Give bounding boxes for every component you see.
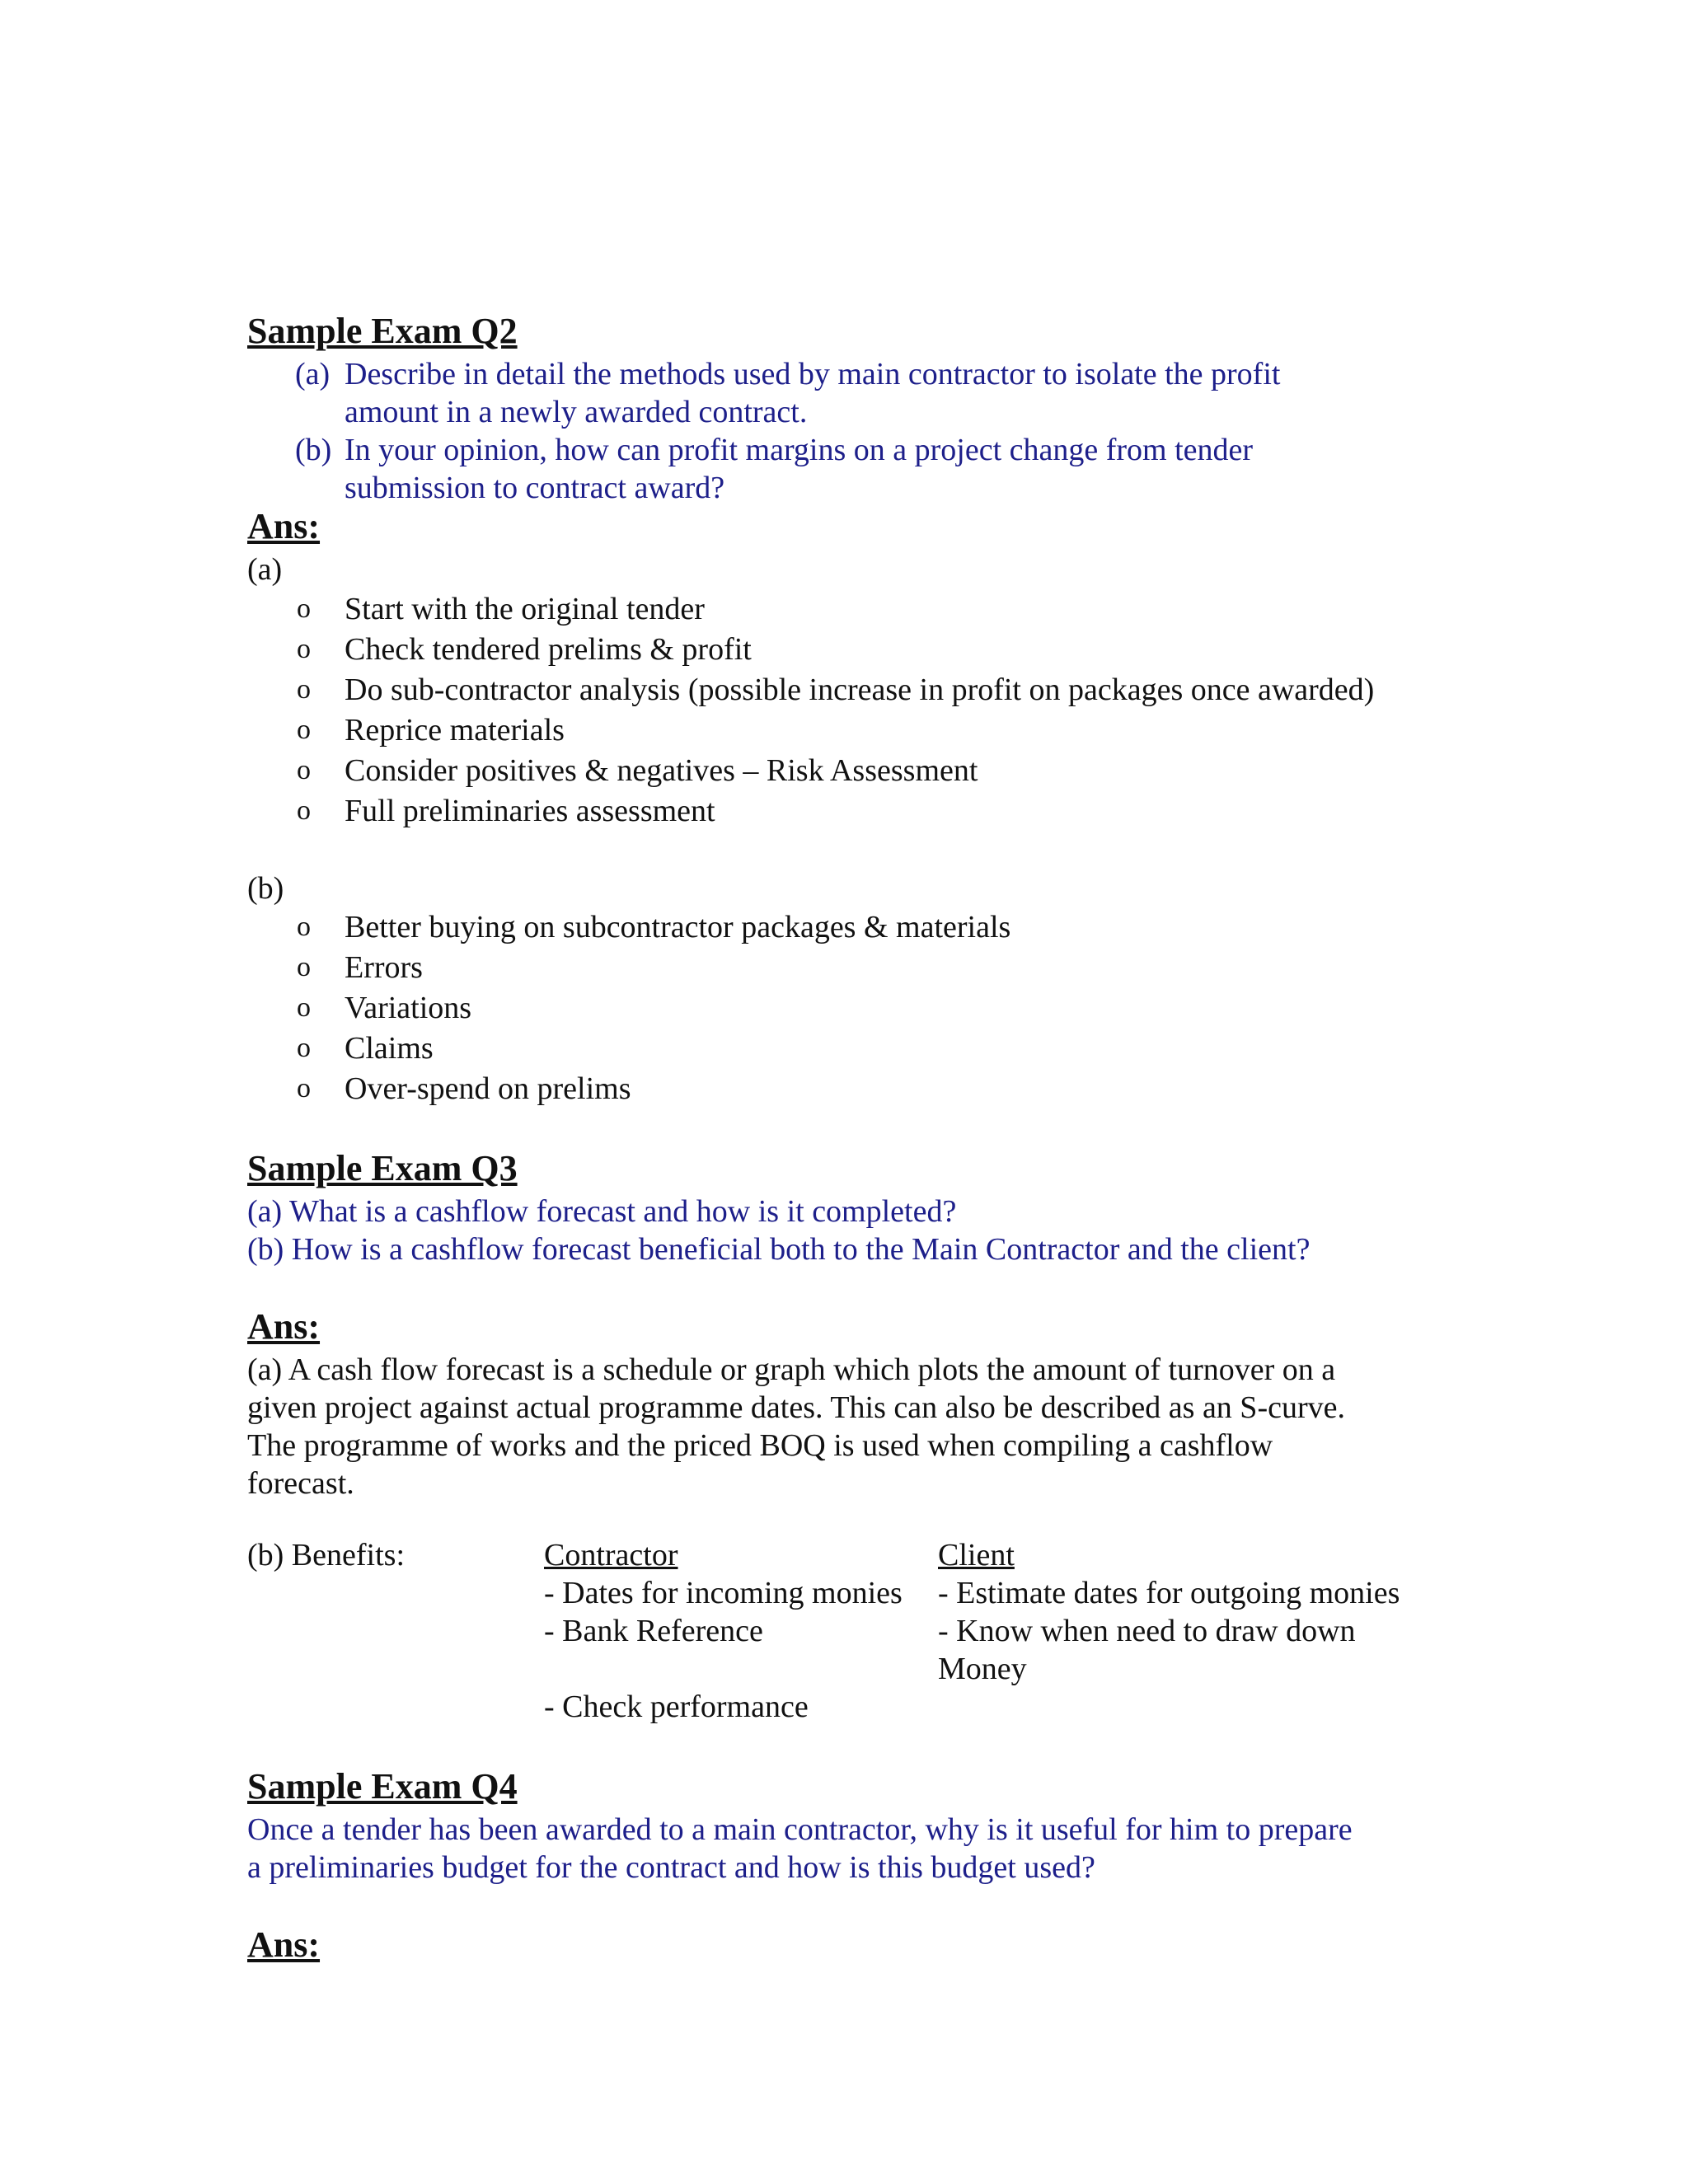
q3-ans-a-line3: The programme of works and the priced BOQ is used when compiling a cashflow — [247, 1428, 1273, 1463]
q4-heading: Sample Exam Q4 — [247, 1766, 518, 1807]
q3-benefits-label: (b) Benefits: — [247, 1538, 406, 1572]
bullet-marker: o — [297, 992, 311, 1023]
q3-ans-heading: Ans: — [247, 1306, 321, 1347]
contractor-column-header: Contractor — [544, 1538, 678, 1572]
client-item: - Know when need to draw down — [938, 1614, 1356, 1648]
bullet-marker: o — [297, 912, 311, 942]
q3-question-a: (a) What is a cashflow forecast and how is it completed? — [247, 1194, 957, 1229]
q3-ans-a-line2: given project against actual programme dates. This can also be described as an S-curve. — [247, 1390, 1345, 1425]
bullet-marker: o — [297, 755, 311, 785]
list-item-text: Start with the original tender — [345, 592, 705, 626]
q2-question-b-label: (b) — [295, 433, 332, 467]
list-item-text: Better buying on subcontractor packages & materials — [345, 910, 1011, 944]
client-item: Money — [938, 1652, 1027, 1686]
client-column-header: Client — [938, 1538, 1015, 1572]
q4-ans-heading: Ans: — [247, 1924, 321, 1965]
q2-question-b-line1: In your opinion, how can profit margins on a project change from tender — [345, 433, 1254, 467]
q4-question-line2: a preliminaries budget for the contract and how is this budget used? — [247, 1850, 1095, 1885]
q2-question-b-line2: submission to contract award? — [345, 471, 725, 505]
bullet-marker: o — [297, 593, 311, 624]
list-item-text: Consider positives & negatives – Risk Assessment — [345, 753, 978, 788]
contractor-item: - Dates for incoming monies — [544, 1576, 903, 1610]
list-item-text: Reprice materials — [345, 713, 565, 748]
list-item-text: Variations — [345, 991, 472, 1025]
q2-question-a-line1: Describe in detail the methods used by main contractor to isolate the profit — [345, 357, 1281, 391]
client-item: - Estimate dates for outgoing monies — [938, 1576, 1400, 1610]
bullet-marker: o — [297, 795, 311, 826]
bullet-marker: o — [297, 715, 311, 745]
q2-question-a-line2: amount in a newly awarded contract. — [345, 395, 808, 429]
bullet-marker: o — [297, 674, 311, 705]
contractor-item: - Check performance — [544, 1690, 809, 1724]
list-item-text: Full preliminaries assessment — [345, 794, 715, 828]
list-item-text: Check tendered prelims & profit — [345, 632, 752, 667]
list-item-text: Claims — [345, 1031, 434, 1066]
q3-question-b: (b) How is a cashflow forecast beneficial both to the Main Contractor and the client? — [247, 1232, 1311, 1267]
list-item-text: Do sub-contractor analysis (possible increase in profit on packages once awarded) — [345, 673, 1375, 707]
q2-ans-heading: Ans: — [247, 506, 321, 546]
q3-ans-a-line1: (a) A cash flow forecast is a schedule or graph which plots the amount of turnover on a — [247, 1352, 1336, 1387]
q3-ans-a-line4: forecast. — [247, 1466, 354, 1501]
bullet-marker: o — [297, 952, 311, 982]
list-item-text: Errors — [345, 950, 423, 985]
bullet-marker: o — [297, 634, 311, 664]
q2-question-a-label: (a) — [295, 357, 331, 391]
q3-heading: Sample Exam Q3 — [247, 1148, 518, 1188]
bullet-marker: o — [297, 1073, 311, 1104]
q4-question-line1: Once a tender has been awarded to a main contractor, why is it useful for him to prepare — [247, 1812, 1353, 1847]
list-item-text: Over-spend on prelims — [345, 1071, 631, 1106]
q2-part-a-label: (a) — [247, 552, 283, 587]
q2-part-b-label: (b) — [247, 871, 284, 906]
contractor-item: - Bank Reference — [544, 1614, 763, 1648]
q2-heading: Sample Exam Q2 — [247, 311, 518, 351]
bullet-marker: o — [297, 1033, 311, 1063]
